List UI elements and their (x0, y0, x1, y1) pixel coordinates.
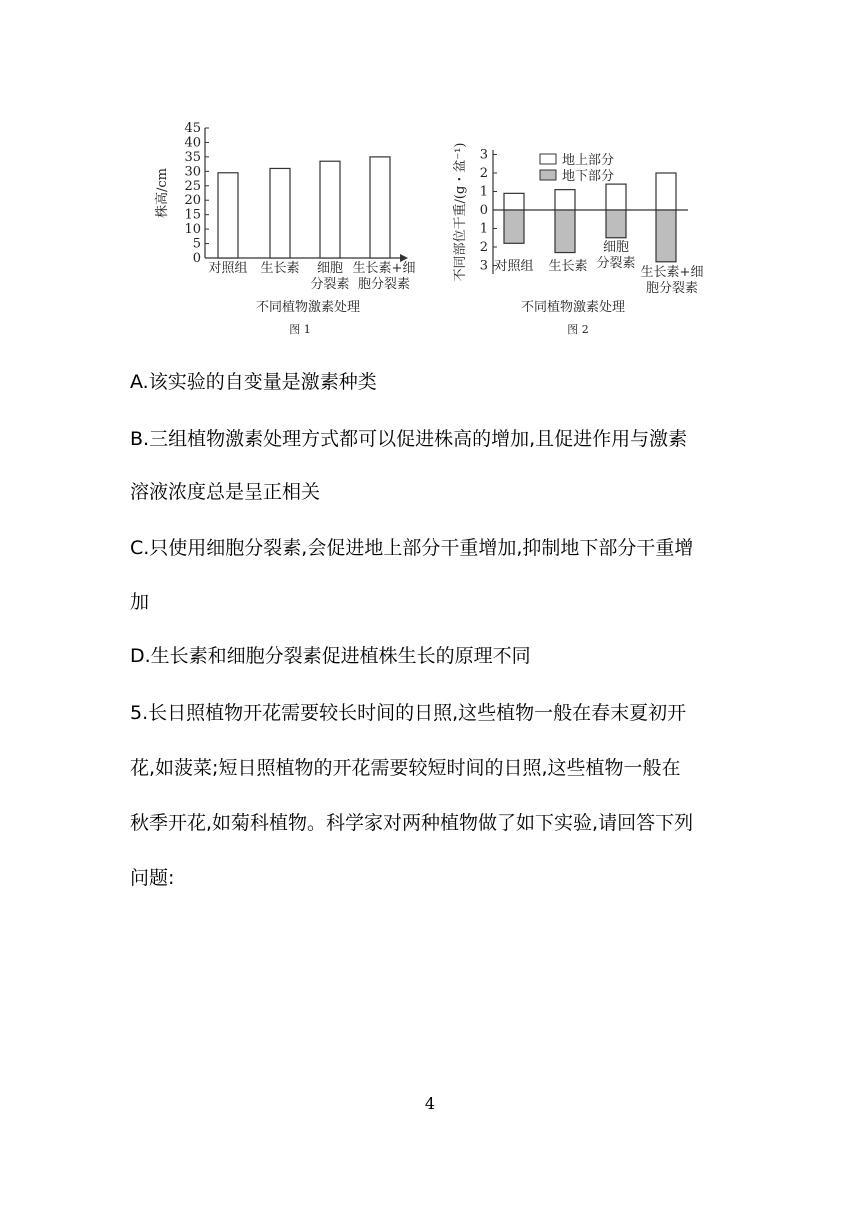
text-line: 溶液浓度总是呈正相关 (130, 481, 321, 503)
fig1-bar (320, 161, 340, 258)
text-line: 5.长日照植物开花需要较长时间的日照,这些植物一般在春末夏初开 (130, 702, 687, 724)
fig2-ytick-label: 2 (479, 166, 488, 181)
legend-swatch-below (540, 170, 556, 180)
fig2-xlabel: 不同植物激素处理 (520, 300, 626, 315)
fig2-ylabel: 不同部位干重/(g・盆⁻¹) (453, 142, 468, 282)
fig1-ytick-label: 15 (184, 207, 201, 223)
fig2-category-label: 生长素 (548, 259, 588, 274)
fig1-ylabel: 株高/cm (155, 168, 170, 218)
fig2-bar-below (555, 210, 575, 253)
fig2-category-label: 胞分裂素 (645, 281, 699, 296)
fig1-ytick-label: 45 (184, 121, 201, 136)
fig2-ytick-label: 0 (479, 203, 488, 218)
text-line: 问题: (130, 867, 175, 889)
figures (0, 0, 860, 350)
fig2-bar-below (504, 210, 524, 243)
fig2-category-label: 对照组 (494, 259, 534, 274)
fig2-ytick-label: 3 (479, 258, 488, 274)
text-line: C.只使用细胞分裂素,会促进地上部分干重增加,抑制地下部分干重增 (130, 537, 694, 559)
text-line: B.三组植物激素处理方式都可以促进株高的增加,且促进作用与激素 (130, 428, 688, 450)
text-line: D.生长素和细胞分裂素促进植株生长的原理不同 (130, 645, 531, 667)
fig2-bar-below (606, 210, 626, 238)
fig2-bar-below (656, 210, 676, 262)
fig1-bar (370, 157, 390, 258)
fig2-ytick-label: 3 (479, 147, 488, 163)
fig2-bar-above (606, 184, 626, 210)
fig1-bar (270, 168, 290, 258)
fig1-xlabel: 不同植物激素处理 (255, 300, 361, 315)
fig2-ytick-label: 2 (479, 240, 488, 255)
fig1-ytick-label: 20 (184, 193, 201, 209)
figure-1-bar-chart (154, 121, 415, 336)
fig1-category-label: 生长素 (260, 261, 300, 276)
fig1-category-label: 对照组 (208, 261, 248, 276)
fig2-category-label: 生长素+细 (640, 265, 704, 280)
fig1-category-label: 胞分裂素 (357, 277, 411, 292)
fig2-ytick-label: 1 (479, 221, 488, 237)
fig2-bar-above (656, 173, 676, 210)
fig1-category-label: 生长素+细 (352, 261, 416, 276)
fig2-category-label: 分裂素 (596, 256, 636, 271)
text-line: A.该实验的自变量是激素种类 (130, 371, 377, 393)
fig2-caption: 图 2 (567, 323, 589, 336)
fig1-category-label: 分裂素 (310, 277, 350, 292)
text-line: 秋季开花,如菊科植物。科学家对两种植物做了如下实验,请回答下列 (130, 812, 694, 834)
fig1-ytick-label: 0 (192, 251, 201, 266)
fig1-ytick-label: 30 (184, 164, 201, 180)
fig2-ytick-label: 1 (479, 184, 488, 200)
fig1-category-label: 细胞 (316, 261, 344, 276)
fig2-category-label: 细胞 (602, 240, 630, 255)
fig1-ytick-label: 10 (184, 222, 201, 238)
page-number: 4 (424, 1094, 436, 1113)
fig2-bar-above (504, 193, 524, 210)
fig2-bar-above (555, 190, 575, 210)
fig1-bar (218, 173, 238, 258)
legend-label-below: 地下部分 (562, 169, 615, 184)
fig1-ytick-label: 25 (184, 178, 201, 194)
legend-label-above: 地上部分 (562, 153, 615, 168)
legend-swatch-above (540, 154, 556, 164)
fig1-caption: 图 1 (289, 323, 311, 336)
fig1-ytick-label: 40 (184, 135, 201, 151)
text-line: 花,如菠菜;短日照植物的开花需要较短时间的日照,这些植物一般在 (130, 757, 681, 779)
text-line: 加 (130, 591, 150, 613)
fig1-ytick-label: 35 (184, 149, 201, 165)
fig1-ytick-label: 5 (192, 236, 201, 252)
figure-2-bar-chart (453, 143, 703, 336)
